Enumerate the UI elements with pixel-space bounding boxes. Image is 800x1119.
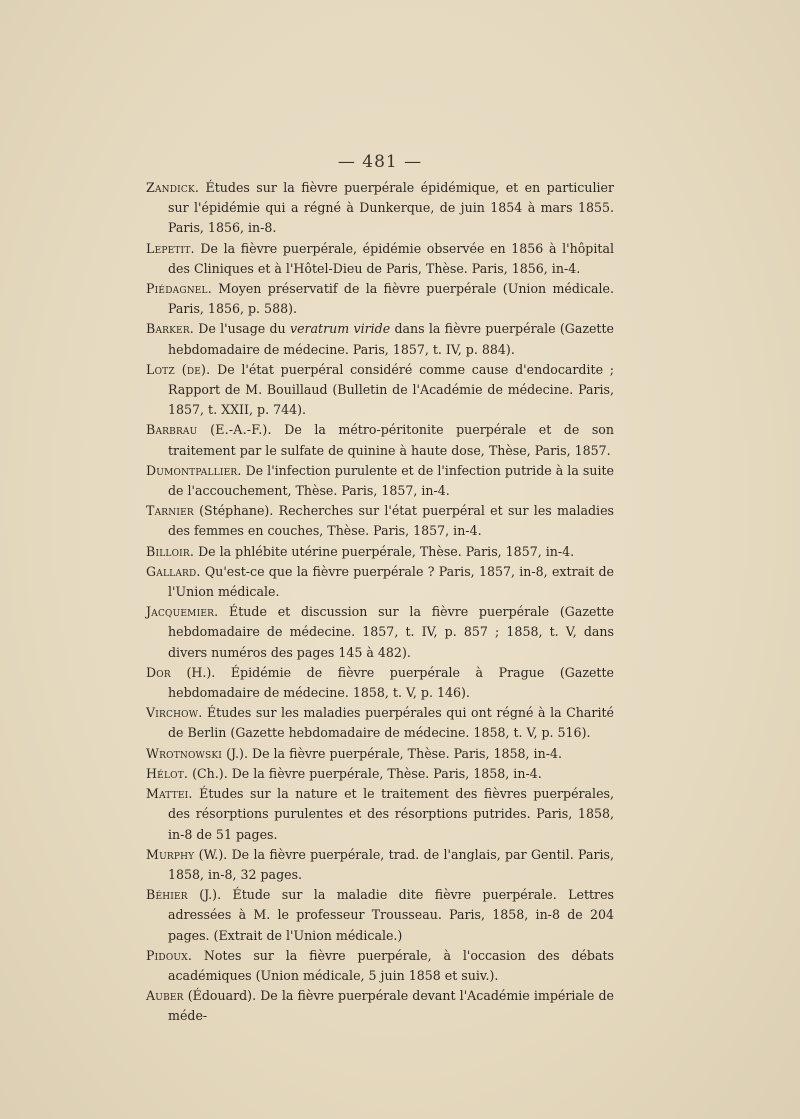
bibliography-entry xyxy=(146,602,614,663)
entry-text: (H.). Épidémie de fièvre puerpérale à Prague (Gazette hebdomadaire de médecine. 1858, t. V, p. 146). xyxy=(168,664,614,701)
entry-text: De l'infection purulente et de l'infection putride à la suite de l'accouchement, Thèse. Paris, 1857, in-4. xyxy=(168,462,614,499)
bibliography-entry xyxy=(146,784,614,845)
entry-author: Lotz (de). xyxy=(146,361,211,377)
entry-author: Jacquemier. xyxy=(146,604,219,620)
entry-text: De l'état puerpéral considéré comme cause d'endocardite ; Rapport de M. Bouillaud (Bulletin de l'Académie de médecine. Paris, 1857, t. XXII, p. 744). xyxy=(168,361,615,418)
entry-text: Études sur la nature et le traitement des fièvres puerpérales, des résorptions purulentes et des résorptions putrides. Paris, 1858, in-8 de 51 pages. xyxy=(168,786,614,842)
entry-text: (J.). De la fièvre puerpérale, Thèse. Paris, 1858, in-4. xyxy=(222,745,562,761)
entry-author: Mattei. xyxy=(146,786,193,802)
entry-text: (W.). De la fièvre puerpérale, trad. de l'anglais, par Gentil. Paris, 1858, in-8, 32 pages. xyxy=(168,846,614,882)
bibliography-entry xyxy=(146,562,614,602)
entry-text: Qu'est-ce que la fièvre puerpérale ? Paris, 1857, in-8, extrait de l'Union médicale. xyxy=(168,563,614,600)
entry-text: Notes sur la fièvre puerpérale, à l'occasion des débats académiques (Union médicale, 5 juin 1858 et suiv.). xyxy=(168,947,614,983)
entry-author: Dor xyxy=(146,664,171,680)
entry-author: Tarnier xyxy=(146,503,194,519)
bibliography-entry xyxy=(146,279,614,319)
bibliography-entry xyxy=(146,461,614,501)
entry-text: De l'usage du xyxy=(194,321,290,337)
entry-text: dans la fièvre puerpérale (Gazette hebdomadaire de médecine. Paris, 1857, t. IV, p. 884). xyxy=(168,321,614,357)
entry-author: Hélot. xyxy=(146,765,189,781)
bibliography-entry xyxy=(146,885,614,946)
bibliography-entry xyxy=(146,319,614,359)
entry-author: Pidoux. xyxy=(146,947,193,963)
entry-author: Béhier xyxy=(146,887,188,903)
entry-author: Lepetit. xyxy=(146,240,195,256)
entry-text: De la phlébite utérine puerpérale, Thèse. Paris, 1857, in-4. xyxy=(194,543,575,559)
bibliography-entry xyxy=(146,764,614,784)
entry-author: Billoir. xyxy=(146,543,195,559)
entry-author: Barker. xyxy=(146,321,195,337)
entry-author: Dumontpallier. xyxy=(146,462,242,478)
entry-text: (J.). Étude sur la maladie dite fièvre puerpérale. Lettres adressées à M. le professeur Trousseau. Paris, 1858, in-8 de 204 pages. (Extrait de l'Union médicale.) xyxy=(168,887,614,943)
entry-text: (Ch.). De la fièvre puerpérale, Thèse. Paris, 1858, in-4. xyxy=(188,765,542,781)
entry-author: Wrotnowski xyxy=(146,745,223,761)
bibliography-entry xyxy=(146,420,614,460)
bibliography-entry xyxy=(146,946,614,986)
entry-text: Études sur les maladies puerpérales qui ont régné à la Charité de Berlin (Gazette hebdomadaire de médecine. 1858, t. V, p. 516). xyxy=(168,705,614,741)
bibliography-entry xyxy=(146,360,614,421)
bibliography-entry xyxy=(146,178,614,239)
entry-text: Étude et discussion sur la fièvre puerpérale (Gazette hebdomadaire de médecine. 1857, t. IV, p. 857 ; 1858, t. V, dans divers numéros des pages 145 à 482). xyxy=(168,604,614,660)
entry-text: Moyen préservatif de la fièvre puerpérale (Union médicale. Paris, 1856, p. 588). xyxy=(168,281,614,317)
bibliography-entry xyxy=(146,845,614,885)
entry-text: De la métro-péritonite puerpérale et de son traitement par le sulfate de quinine à haute dose, Thèse, Paris, 1857. xyxy=(168,422,614,458)
entry-author: Zandick. xyxy=(146,180,200,195)
page-number: — 481 — xyxy=(337,152,423,172)
entry-author: Piédagnel. xyxy=(146,281,212,297)
entry-author: Auber xyxy=(146,988,184,1004)
entry-author: Barbrau (E.-A.-F.). xyxy=(146,422,272,438)
entry-text: (Édouard). De la fièvre puerpérale devant l'Académie impériale de méde- xyxy=(168,988,614,1024)
entry-text: Études sur la fièvre puerpérale épidémique, et en particulier sur l'épidémie qui a régné à Dunkerque, de juin 1854 à mars 1855. Paris, 1856, in-8. xyxy=(168,180,614,236)
entry-text: (Stéphane). Recherches sur l'état puerpéral et sur les maladies des femmes en couches, Thèse. Paris, 1857, in-4. xyxy=(168,503,614,539)
entry-italic-term: veratrum viride xyxy=(289,321,391,337)
bibliography-entry xyxy=(146,663,614,703)
bibliography-entry xyxy=(146,239,614,279)
bibliography-entry xyxy=(146,542,614,562)
bibliography-entry xyxy=(146,986,614,1026)
bibliography-list xyxy=(146,178,614,1027)
entry-author: Murphy xyxy=(146,846,195,862)
bibliography-entry xyxy=(146,744,614,764)
bibliography-entry xyxy=(146,501,614,541)
bibliography-entry xyxy=(146,703,614,743)
entry-author: Gallard. xyxy=(146,563,201,579)
entry-author: Virchow. xyxy=(146,705,203,721)
entry-text: De la fièvre puerpérale, épidémie observée en 1856 à l'hôpital des Cliniques et à l'Hôtel-Dieu de Paris, Thèse. Paris, 1856, in-4. xyxy=(168,240,614,276)
